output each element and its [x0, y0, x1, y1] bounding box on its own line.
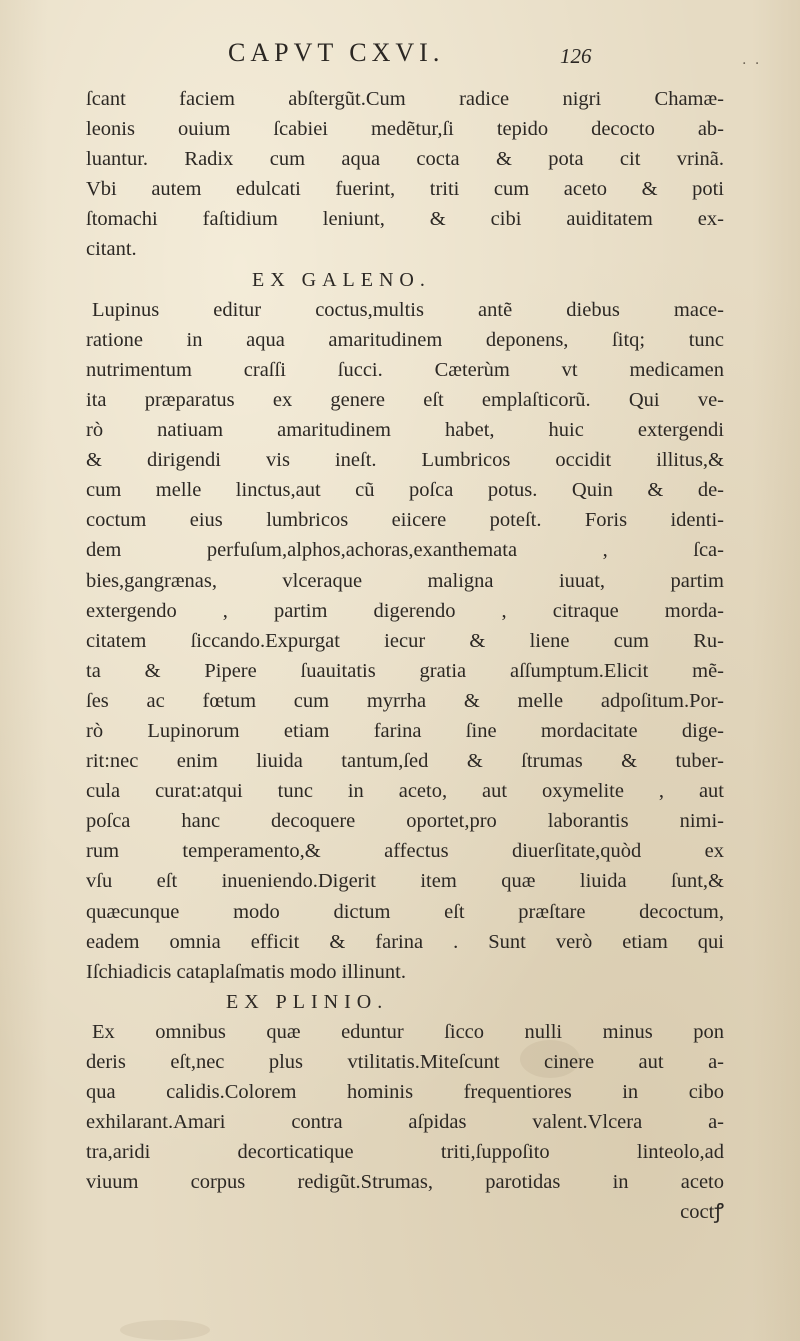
- paper-stain: [120, 1320, 210, 1340]
- text-line: extergendo , partim digerendo , citraque morda-: [86, 599, 724, 622]
- text-line: quæcunque modo dictum eſt præſtare decoctum,: [86, 900, 724, 923]
- text-line: vſu eſt inueniendo.Digerit item quæ liuida ſunt,&: [86, 870, 724, 893]
- text-line: tra,aridi decorticatique triti,ſuppoſito linteolo,ad: [86, 1141, 724, 1164]
- text-line: Ex omnibus quæ eduntur ſicco nulli minus pon: [92, 1020, 724, 1043]
- text-line: ſes ac fœtum cum myrrha & melle adpoſitum.Por-: [86, 689, 724, 712]
- text-line: luantur. Radix cum aqua cocta & pota cit vrinã.: [86, 148, 724, 171]
- text-line: leonis ouium ſcabiei medẽtur,ſi tepido decocto ab-: [86, 118, 724, 141]
- page-number: 126: [560, 44, 592, 68]
- text-line: rò Lupinorum etiam farina ſine mordacitate dige-: [86, 719, 724, 742]
- text-line: bies,gangrænas, vlceraque maligna iuuat, partim: [86, 569, 724, 592]
- text-line: Iſchiadicis cataplaſmatis modo illinunt.: [86, 960, 406, 983]
- text-line: exhilarant.Amari contra aſpidas valent.Vlcera a-: [86, 1111, 724, 1134]
- section-heading: EX PLINIO.: [226, 990, 389, 1013]
- text-line: rit:nec enim liuida tantum,ſed & ſtrumas & tuber-: [86, 750, 724, 773]
- text-block: [86, 84, 724, 1228]
- text-line: dem perfuſum,alphos,achoras,exanthemata , ſca-: [86, 539, 724, 562]
- text-line: citatem ſiccando.Expurgat iecur & liene cum Ru-: [86, 629, 724, 652]
- text-line: ratione in aqua amaritudinem deponens, ſitq; tunc: [86, 328, 724, 351]
- text-line: poſca hanc decoquere oportet,pro laborantis nimi-: [86, 810, 724, 833]
- section-heading: EX GALENO.: [252, 268, 431, 291]
- text-line: nutrimentum craſſi ſucci. Cæterùm vt medicamen: [86, 358, 724, 381]
- text-line: coctum eius lumbricos eiicere poteſt. Foris identi-: [86, 509, 724, 532]
- catchword: coctꝭ: [680, 1201, 724, 1224]
- text-line: Vbi autem edulcati fuerint, triti cum aceto & poti: [86, 178, 724, 201]
- text-line: ſtomachi faſtidium leniunt, & cibi auiditatem ex-: [86, 208, 724, 231]
- text-line: citant.: [86, 238, 137, 261]
- text-line: eadem omnia efficit & farina . Sunt verò etiam qui: [86, 930, 724, 953]
- text-line: ſcant faciem abſtergũt.Cum radice nigri Chamæ-: [86, 88, 724, 110]
- text-line: viuum corpus redigũt.Strumas, parotidas in aceto: [86, 1171, 724, 1194]
- text-line: cum melle linctus,aut cũ poſca potus. Quin & de-: [86, 479, 724, 502]
- text-line: deris eſt,nec plus vtilitatis.Miteſcunt cinere aut a-: [86, 1051, 724, 1073]
- running-head: CAPVT CXVI.: [228, 38, 445, 67]
- text-line: & dirigendi vis ineſt. Lumbricos occidit illitus,&: [86, 449, 724, 472]
- text-line: rum temperamento,& affectus diuerſitate,quòd ex: [86, 840, 724, 863]
- text-line: ta & Pipere ſuauitatis gratia aſſumptum.Elicit mẽ-: [86, 659, 724, 682]
- text-line: qua calidis.Colorem hominis frequentiores in cibo: [86, 1081, 724, 1104]
- margin-mark: . .: [742, 52, 762, 68]
- text-line: cula curat:atqui tunc in aceto, aut oxymelite , aut: [86, 780, 724, 803]
- text-line: Lupinus editur coctus,multis antẽ diebus mace-: [92, 298, 724, 321]
- text-line: rò natiuam amaritudinem habet, huic extergendi: [86, 419, 724, 442]
- text-line: ita præparatus ex genere eſt emplaſticorũ. Qui ve-: [86, 388, 724, 411]
